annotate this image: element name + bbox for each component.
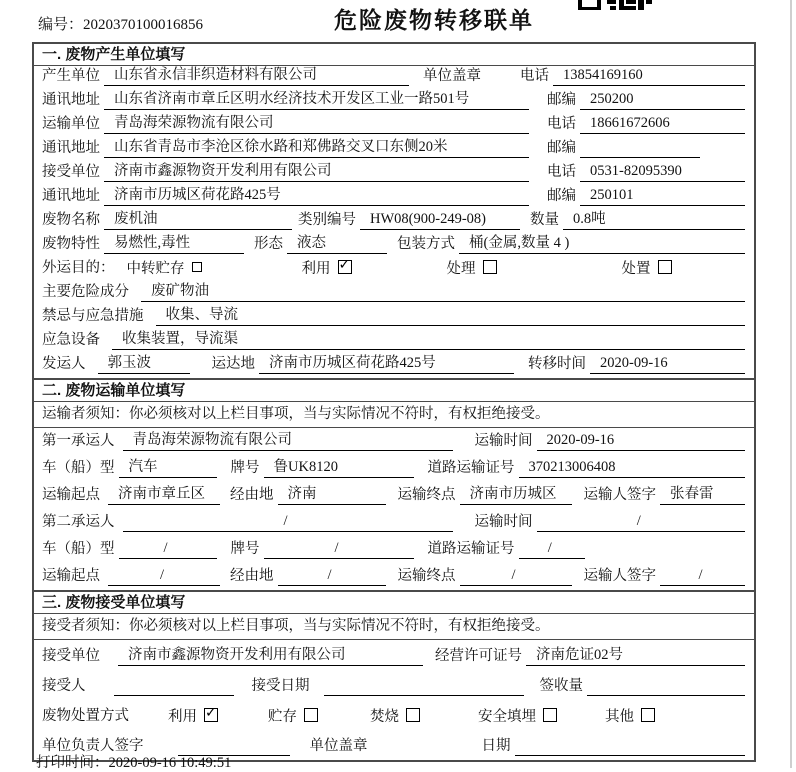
form-row [34,536,754,563]
field-label: 邮编 [547,140,576,156]
document-header [0,0,796,40]
field-value: / [460,567,572,586]
field-value: 易燃性,毒性 [104,231,244,254]
field-label: 通讯地址 [42,140,100,156]
field-value: 郭玉波 [98,351,190,374]
field-value: 收集、导流 [156,303,746,326]
field-label: 运输终点 [397,568,456,584]
field-value: 鲁UK8120 [264,455,414,478]
field-label: 接受单位 [42,648,100,664]
field-label: 形态 [254,236,283,252]
field-value [580,142,700,158]
field-value: 250200 [580,91,745,110]
field-value [587,680,745,696]
check-mark-icon: ✓ [205,705,217,721]
field-label: 数量 [530,212,559,228]
field-label: 包装方式 [397,236,455,252]
field-value: 山东省永信非织造材料有限公司 [104,63,409,86]
section-heading: 二. 废物运输单位填写 [34,380,754,402]
checkbox-label: 利用 [301,261,331,277]
field-value: 济南危证02号 [526,643,745,666]
field-value: 济南市历城区 [460,482,572,505]
field-label: 通讯地址 [42,92,100,108]
static-text: 单位盖章 [423,68,481,84]
page-edge-line [790,0,792,768]
form-row [34,509,754,536]
field-label: 运输起点 [42,568,100,584]
field-label: 道路运输证号 [427,460,515,476]
field-label: 牌号 [230,541,260,557]
checkbox-label: 利用 [168,709,197,725]
field-value [515,740,746,756]
form-row [34,640,754,670]
field-value: 桶(金属,数量 4 ) [459,231,745,254]
field-value: HW08(900-249-08) [360,211,520,230]
serial-value: 2020370100016856 [83,17,204,33]
field-value [114,680,234,696]
field-value: / [660,567,745,586]
field-value: / [108,567,220,586]
form-row [34,700,754,730]
field-value: 济南市鑫源物资开发利用有限公司 [118,643,423,666]
checkbox-label: 中转贮存 [126,261,185,277]
form-section [34,44,754,378]
checkbox-group [447,257,497,278]
field-label: 通讯地址 [42,188,100,204]
field-label: 废物处置方式 [42,708,129,724]
field-value: 370213006408 [519,459,746,478]
field-label: 运输时间 [474,433,533,449]
checkbox-label: 处理 [446,261,476,277]
field-label: 运输终点 [397,487,456,503]
checkbox-group [127,257,202,278]
static-text: 单位盖章 [309,738,368,754]
field-label: 运达地 [211,356,255,372]
field-value: 0.8吨 [563,207,745,230]
field-value: 收集装置，导流渠 [112,327,745,350]
checkbox-unchecked-icon [543,708,557,722]
checkbox-unchecked-icon [658,260,672,274]
field-label: 接受日期 [251,678,310,694]
field-label: 经由地 [230,487,274,503]
field-label: 外运目的： [42,260,115,276]
field-label: 禁忌与应急措施 [42,308,144,324]
field-value: 张春雷 [660,482,745,505]
form-row [34,455,754,482]
checkbox-unchecked-icon [192,262,202,272]
field-label: 第二承运人 [42,514,115,530]
notice-text: 运输者须知：你必须核对以上栏目事项，当与实际情况不符时，有权拒绝接受。 [34,402,754,428]
field-label: 牌号 [230,460,260,476]
field-label: 道路运输证号 [427,541,515,557]
checkbox-group [622,257,672,278]
check-mark-icon: ✓ [338,257,351,273]
field-value: 2020-09-16 [590,355,745,374]
checkbox-label: 处置 [621,261,651,277]
checkbox-unchecked-icon [641,708,655,722]
field-label: 运输时间 [474,514,533,530]
field-value: / [119,540,217,559]
form-section [34,378,754,590]
field-value: 0531-82095390 [580,163,745,182]
form-row [34,482,754,509]
serial-label: 编号： [38,17,84,33]
field-value: 济南市历城区荷花路425号 [259,351,514,374]
checkbox-checked-icon [204,705,218,722]
form-table [32,42,756,762]
checkbox-group [302,257,352,278]
checkbox-group [370,705,420,726]
checkbox-label: 贮存 [268,709,297,725]
notice-text: 接受者须知：你必须核对以上栏目事项，当与实际情况不符时，有权拒绝接受。 [34,614,754,640]
field-label: 转移时间 [528,356,586,372]
field-label: 接受单位 [42,164,100,180]
field-label: 签收量 [539,678,583,694]
field-value: 13854169160 [553,67,745,86]
field-value: 2020-09-16 [537,432,746,451]
field-value: 废矿物油 [141,279,745,302]
form-row [34,354,754,378]
field-value: 汽车 [119,455,217,478]
checkbox-label: 安全填埋 [478,709,536,725]
qr-code-fragment-icon [578,0,652,10]
field-label: 车（船）型 [42,460,115,476]
field-label: 运输人签字 [583,568,656,584]
print-time-value: 2020-09-16 10:49:51 [108,755,232,771]
field-label: 应急设备 [42,332,100,348]
field-label: 电话 [520,68,549,84]
form-section [34,590,754,760]
checkbox-group [605,705,655,726]
field-label: 电话 [547,164,576,180]
field-label: 电话 [547,116,576,132]
field-value: 250101 [580,187,745,206]
form-row [34,563,754,590]
field-value: 济南市章丘区 [108,482,220,505]
field-label: 发运人 [42,356,86,372]
checkbox-unchecked-icon [304,708,318,722]
field-label: 车（船）型 [42,541,115,557]
field-label: 接受人 [42,678,86,694]
field-value: 济南市鑫源物资开发利用有限公司 [104,159,529,182]
field-label: 日期 [481,738,511,754]
field-label: 废物名称 [42,212,100,228]
field-label: 废物特性 [42,236,100,252]
field-label: 邮编 [547,92,576,108]
checkbox-label: 焚烧 [370,709,399,725]
print-time-label: 打印时间： [36,755,109,771]
field-value: / [537,513,746,532]
form-row [34,428,754,455]
section-heading: 三. 废物接受单位填写 [34,592,754,614]
field-value: / [519,540,586,559]
checkbox-checked-icon [338,257,352,274]
field-value: 山东省青岛市李沧区徐水路和郑佛路交叉口东侧20米 [104,135,529,158]
field-label: 运输单位 [42,116,100,132]
field-value: / [264,540,414,559]
field-label: 类别编号 [298,212,356,228]
checkbox-unchecked-icon [483,260,497,274]
document-title: 危险废物转移联单 [334,8,534,33]
field-label: 单位负责人签字 [42,738,144,754]
field-label: 第一承运人 [42,433,115,449]
serial-number [38,13,203,34]
field-value: 18661672606 [580,115,745,134]
field-label: 经由地 [230,568,274,584]
field-value: / [123,513,453,532]
field-value: 青岛海荣源物流有限公司 [123,428,453,451]
field-label: 主要危险成分 [42,284,129,300]
field-value: 废机油 [104,207,292,230]
checkbox-group [478,705,557,726]
field-value: 济南 [278,482,386,505]
checkbox-group [168,705,218,726]
field-label: 运输人签字 [583,487,656,503]
field-value: 液态 [287,231,387,254]
field-value: 山东省济南市章丘区明水经济技术开发区工业一路501号 [104,87,529,110]
form-row [34,670,754,700]
field-label: 产生单位 [42,68,100,84]
print-time [36,751,231,772]
field-value: 济南市历城区荷花路425号 [104,183,529,206]
checkbox-label: 其他 [605,709,634,725]
field-value: / [278,567,386,586]
checkbox-group [268,705,318,726]
section-heading: 一. 废物产生单位填写 [34,44,754,66]
form-row [34,234,754,258]
field-label: 经营许可证号 [435,648,522,664]
checkbox-unchecked-icon [406,708,420,722]
field-value: 青岛海荣源物流有限公司 [104,111,529,134]
field-label: 邮编 [547,188,576,204]
field-value [324,680,524,696]
field-label: 运输起点 [42,487,100,503]
